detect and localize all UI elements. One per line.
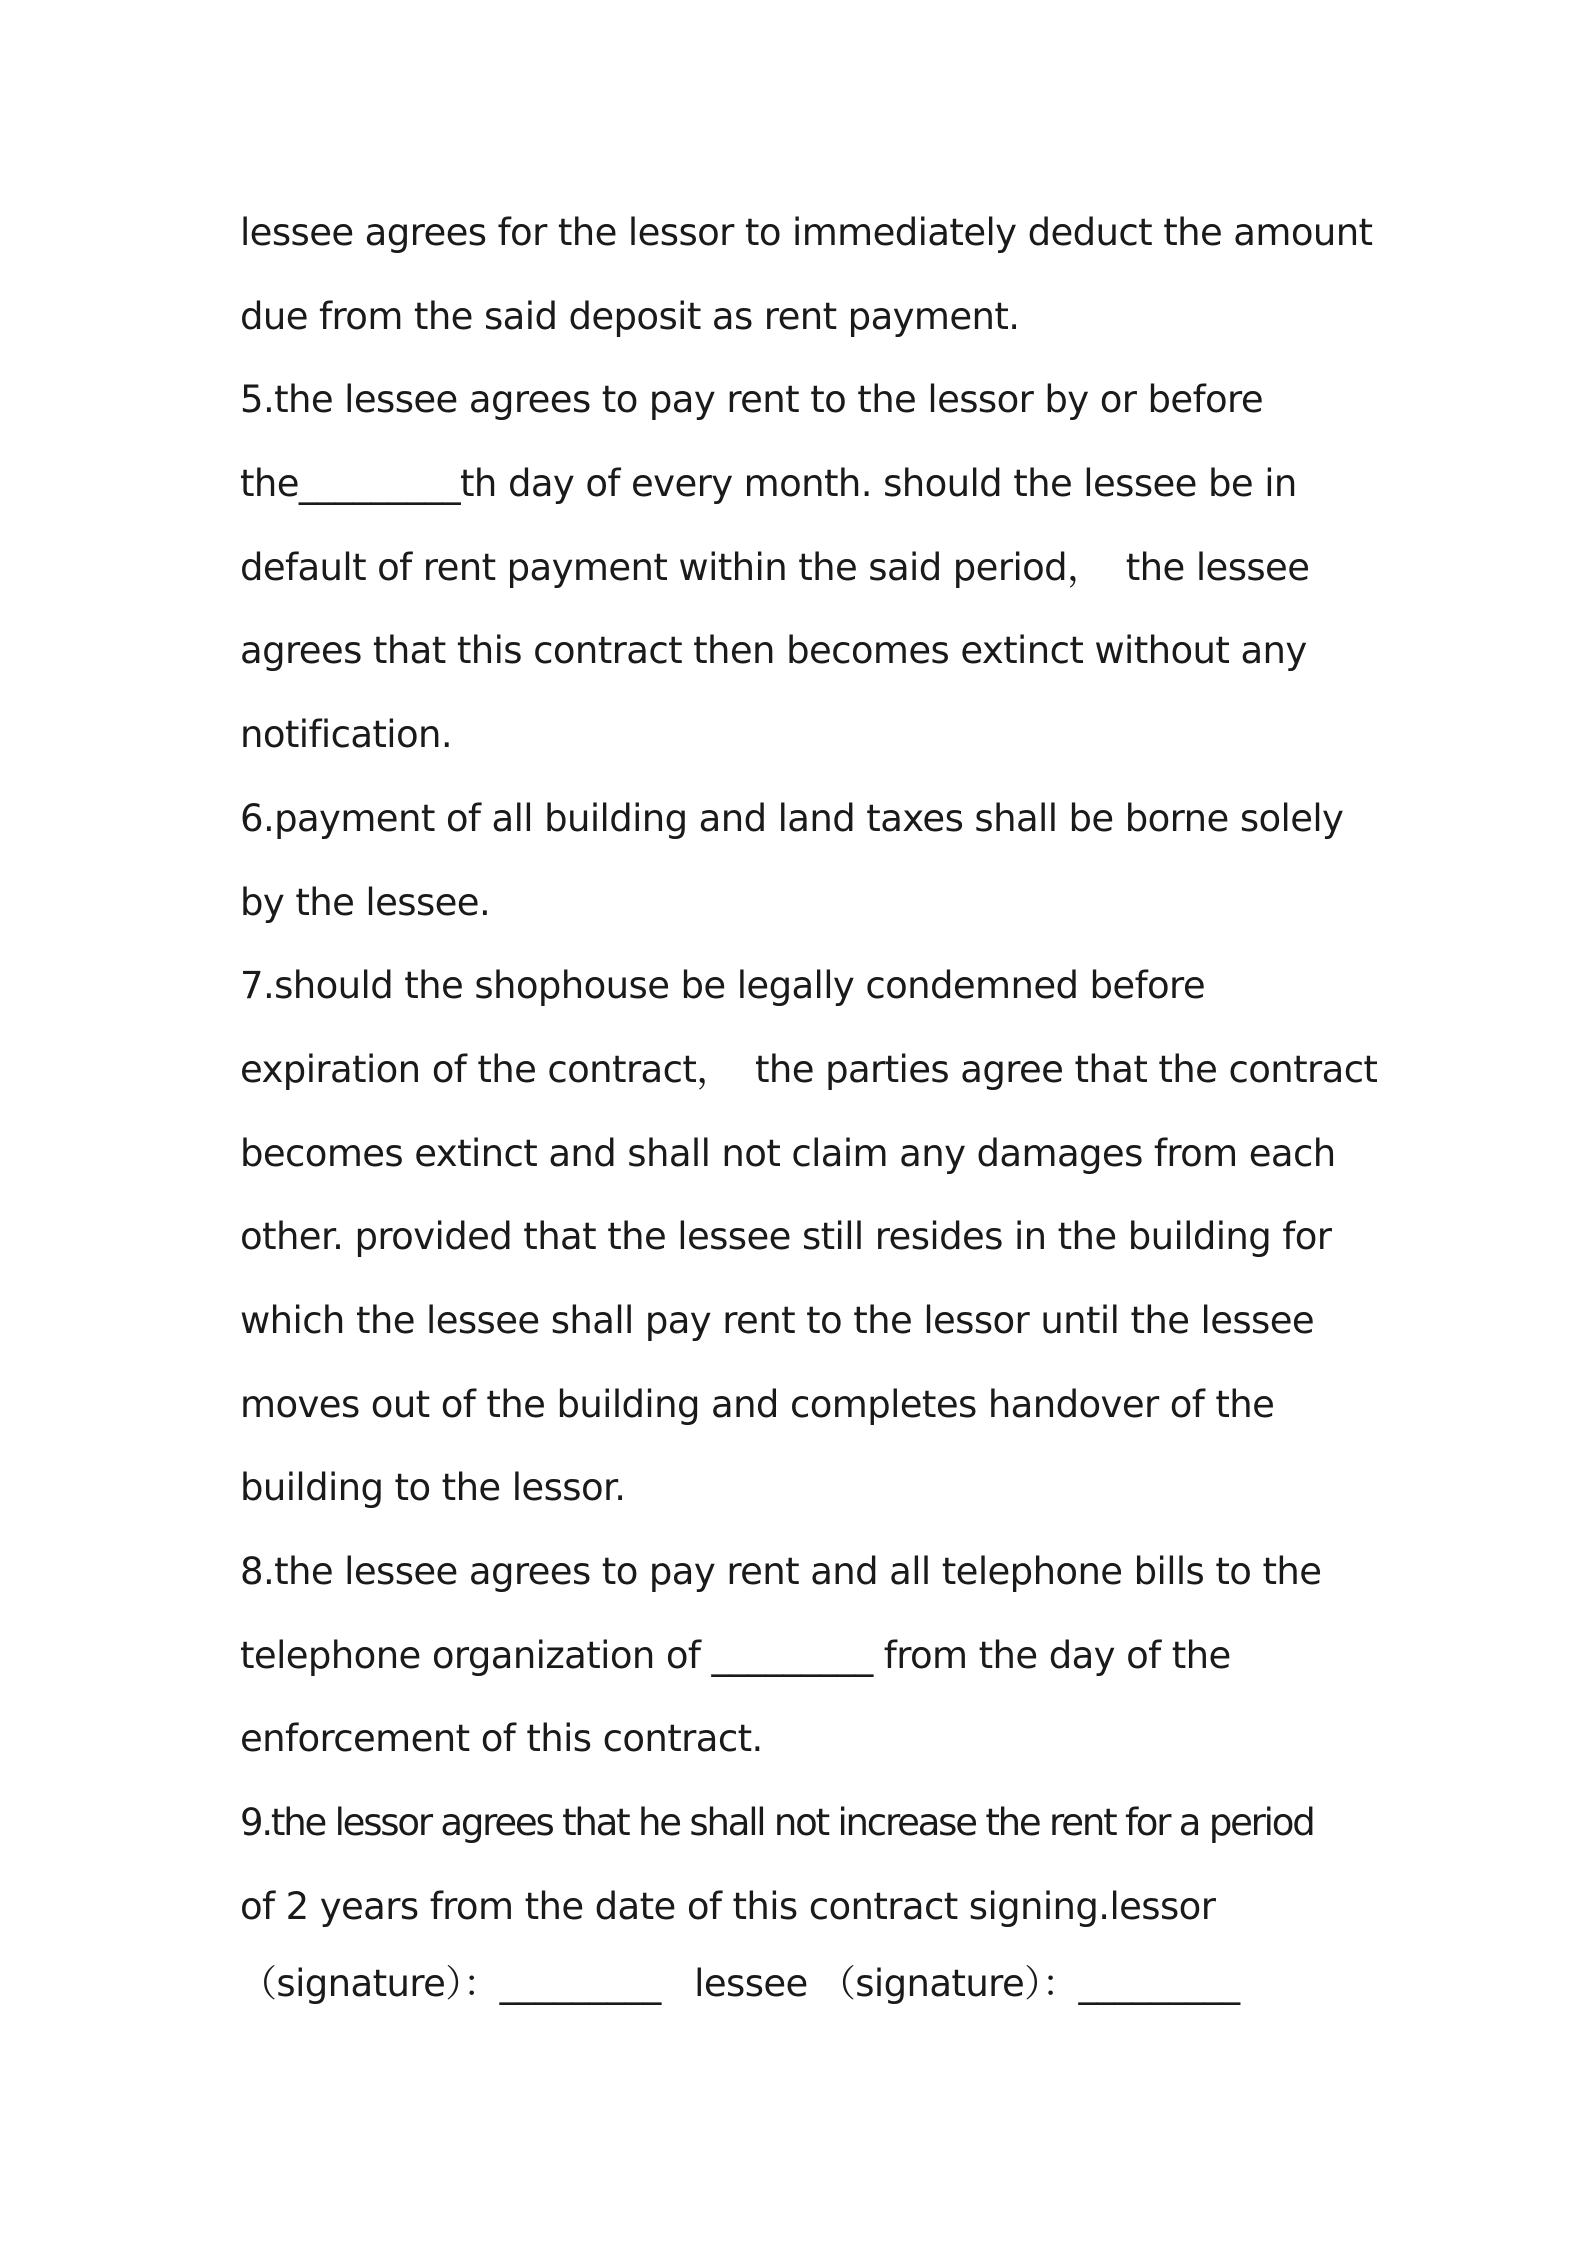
text-line: enforcement of this contract. [240, 1717, 763, 1761]
text-line: agrees that this contract then becomes extinct without any [240, 629, 1307, 673]
text-line: moves out of the building and completes handover of the [240, 1382, 1275, 1426]
signature-line: （signature）：_________ lessee （signature）：_________ [240, 1962, 1240, 2006]
text-line: becomes extinct and shall not claim any damages from each [240, 1131, 1336, 1175]
text-line: due from the said deposit as rent payment. [240, 294, 1020, 338]
clause-9-line: 9.the lessor agrees that he shall not increase the rent for a period [240, 1801, 1314, 1845]
text-line: telephone organization of _________ from the day of the [240, 1633, 1231, 1677]
text-line: building to the lessor. [240, 1466, 626, 1510]
clause-8-line: 8.the lessee agrees to pay rent and all telephone bills to the [240, 1550, 1322, 1593]
text-line: other. provided that the lessee still resides in the building for [240, 1215, 1332, 1259]
clause-5-line: 5.the lessee agrees to pay rent to the lessor by or before [240, 378, 1264, 422]
clause-6-line: 6.payment of all building and land taxes shall be borne solely [240, 796, 1344, 840]
text-line: which the lessee shall pay rent to the lessor until the lessee [240, 1298, 1315, 1342]
text-line: lessee agrees for the lessor to immediately deduct the amount [240, 211, 1373, 254]
contract-body [240, 198, 1378, 2019]
clause-7-line: 7.should the shophouse be legally condemned before [240, 964, 1206, 1008]
text-line: expiration of the contract， the parties agree that the contract [240, 1047, 1378, 1091]
text-line: by the lessee. [240, 880, 491, 924]
text-line: the_________th day of every month. should the lessee be in [240, 462, 1297, 506]
text-line: default of rent payment within the said period， the lessee [240, 545, 1310, 589]
text-line: of 2 years from the date of this contract signing.lessor [240, 1884, 1216, 1928]
text-line: notification. [240, 713, 453, 757]
